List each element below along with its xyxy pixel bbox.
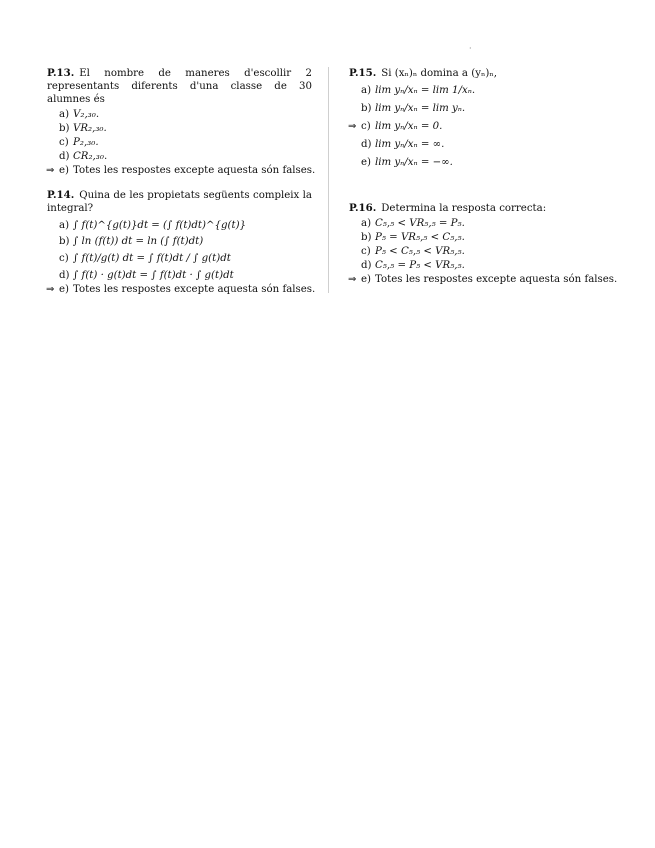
option-letter: c) (59, 137, 69, 148)
option-letter: a) (361, 218, 372, 229)
option-letter: e) (59, 284, 70, 295)
question-number: P.13. (47, 67, 75, 79)
option-text: ∫ ln (f(t)) dt = ln (∫ f(t)dt) (73, 236, 204, 247)
option-letter: c) (361, 246, 371, 257)
option-text: ∫ f(t) · g(t)dt = ∫ f(t)dt · ∫ g(t)dt (73, 270, 234, 281)
option-letter: c) (59, 253, 69, 264)
correct-answer-arrow-icon: ⇒ (348, 121, 357, 132)
corner-mark: · (469, 44, 472, 53)
option-text: lim yₙ/xₙ = 0. (375, 121, 443, 132)
question-stem (349, 67, 607, 80)
option-c (47, 136, 312, 149)
option-a (47, 108, 312, 121)
option-text: P₂,₃₀. (73, 137, 99, 148)
question-number: P.15. (349, 67, 377, 79)
correct-answer-arrow-icon: ⇒ (46, 284, 55, 295)
option-c-correct (349, 118, 607, 135)
option-letter: a) (361, 85, 372, 96)
option-a (349, 217, 607, 230)
option-b (349, 100, 607, 117)
option-text: ∫ f(t)/g(t) dt = ∫ f(t)dt / ∫ g(t)dt (73, 253, 231, 264)
correct-answer-arrow-icon: ⇒ (46, 165, 55, 176)
option-text: Totes les respostes excepte aquesta són falses. (73, 165, 316, 176)
option-letter: a) (59, 109, 70, 120)
question-number: P.16. (349, 202, 377, 214)
option-d (349, 259, 607, 272)
option-e-correct (46, 283, 316, 296)
option-b (47, 235, 312, 248)
option-a (47, 217, 312, 234)
option-text: lim yₙ/xₙ = ∞. (375, 139, 445, 150)
option-e-correct (348, 273, 618, 286)
option-b (349, 231, 607, 244)
correct-answer-arrow-icon: ⇒ (348, 274, 357, 285)
option-text: ∫ f(t)^{g(t)}dt = (∫ f(t)dt)^{g(t)} (73, 220, 247, 231)
option-letter: e) (59, 165, 70, 176)
column-divider (328, 67, 329, 293)
option-text: Totes les respostes excepte aquesta són falses. (375, 274, 618, 285)
option-d (47, 150, 312, 163)
option-letter: b) (59, 236, 70, 247)
question-14 (46, 189, 316, 296)
question-text: El nombre de maneres d'escollir 2 representants diferents d'una classe de 30 alumnes és (47, 68, 312, 105)
option-letter: d) (361, 260, 372, 271)
left-column (46, 67, 316, 308)
option-letter: e) (361, 157, 372, 168)
option-letter: e) (361, 274, 372, 285)
option-letter: b) (361, 232, 372, 243)
option-letter: d) (361, 139, 372, 150)
option-letter: d) (59, 151, 70, 162)
question-13 (46, 67, 316, 177)
option-e (349, 154, 607, 171)
question-number: P.14. (47, 189, 75, 201)
option-d (349, 136, 607, 153)
question-stem (47, 189, 312, 215)
option-c (47, 249, 312, 268)
option-text: lim yₙ/xₙ = lim yₙ. (375, 103, 466, 114)
option-letter: b) (59, 123, 70, 134)
option-text: C₅,₅ = P₅ < VR₅,₅. (375, 260, 465, 271)
option-text: P₅ < C₅,₅ < VR₅,₅. (375, 246, 465, 257)
question-text: Determina la resposta correcta: (381, 203, 547, 214)
option-text: V₂,₃₀. (73, 109, 100, 120)
option-text: P₅ = VR₅,₅ < C₅,₅. (375, 232, 465, 243)
option-d (47, 269, 312, 282)
option-letter: a) (59, 220, 70, 231)
option-text: VR₂,₃₀. (73, 123, 107, 134)
option-e-correct (46, 164, 316, 177)
option-c (349, 245, 607, 258)
option-text: CR₂,₃₀. (73, 151, 108, 162)
question-16 (348, 202, 618, 286)
option-text: lim yₙ/xₙ = −∞. (375, 157, 453, 168)
question-text: Si (xₙ)ₙ domina a (yₙ)ₙ, (381, 68, 497, 79)
option-text: Totes les respostes excepte aquesta són falses. (73, 284, 316, 295)
question-stem (349, 202, 607, 215)
option-letter: b) (361, 103, 372, 114)
option-a (349, 82, 607, 99)
question-stem (47, 67, 312, 106)
right-column (348, 67, 618, 298)
option-text: lim yₙ/xₙ = lim 1/xₙ. (375, 85, 476, 96)
option-b (47, 122, 312, 135)
question-text: Quina de les propietats següents compleix la integral? (47, 190, 312, 214)
option-letter: c) (361, 121, 371, 132)
option-text: C₅,₅ < VR₅,₅ = P₅. (375, 218, 465, 229)
question-15 (349, 67, 607, 171)
option-letter: d) (59, 270, 70, 281)
